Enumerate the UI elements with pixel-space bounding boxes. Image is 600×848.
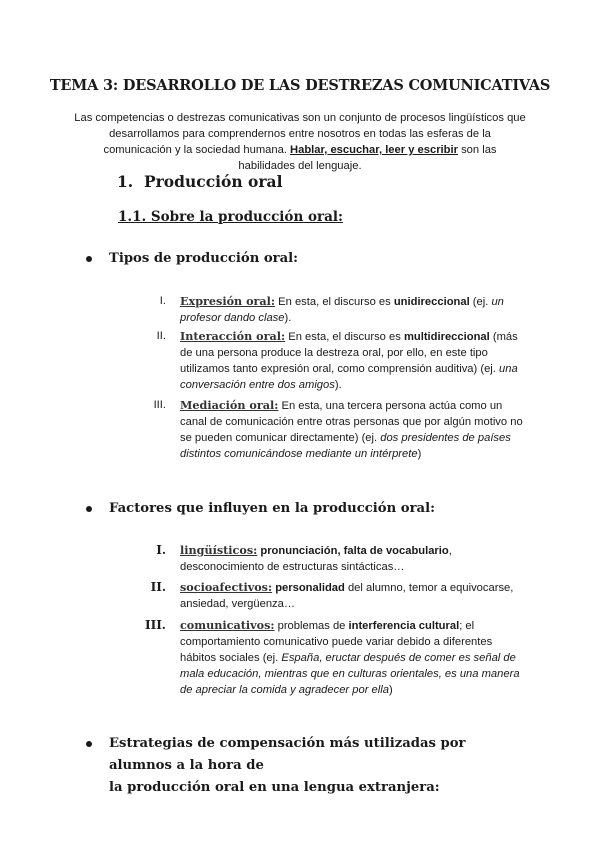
intro-text: Las competencias o destrezas comunicativas son un conjunto de procesos lingüísticos que desarrollamos para comprendernos entre nosotros en todas las esferas de la comunicación y la sociedad humana. (74, 112, 526, 156)
bullet-tipos (109, 248, 298, 270)
bullet-dot-icon (86, 256, 92, 262)
item-bold: multidireccional (403, 331, 490, 343)
item-text: En esta, el discurso es (285, 331, 404, 343)
list-item (150, 579, 525, 612)
item-text: (ej. (469, 296, 492, 308)
item-term: Interacción oral: (180, 329, 286, 343)
item-bold: unidireccional (393, 296, 470, 308)
intro-paragraph (74, 110, 526, 174)
item-term: Expresión oral: (180, 294, 276, 308)
item-text: problemas de (274, 620, 349, 632)
item-bold: personalidad (272, 582, 345, 594)
subsection-heading: 1.1. Sobre la producción oral: (118, 209, 343, 225)
item-term: socioafectivos: (180, 580, 273, 594)
list-item (144, 617, 525, 698)
item-text: , desconocimiento de estructuras sintácticas… (180, 545, 452, 573)
item-example: un profesor dando clase (180, 296, 504, 324)
list-number: III. (153, 399, 166, 411)
bullet-label: Tipos de producción oral: (109, 251, 299, 266)
item-term: comunicativos: (180, 618, 275, 632)
list-item (156, 542, 525, 575)
intro-text-end: son las habilidades del lenguaje. (238, 144, 497, 172)
item-example: una conversación entre dos amigos (180, 363, 518, 391)
bullet-dot-icon (86, 741, 92, 747)
item-text: ). (284, 312, 292, 324)
item-text: ). (334, 379, 342, 391)
list-number: I. (156, 543, 166, 557)
document-title: TEMA 3: DESARROLLO DE LAS DESTREZAS COMUNICATIVAS (49, 77, 551, 94)
list-number: II. (156, 330, 166, 342)
section-number: 1. (117, 172, 134, 191)
list-item (156, 328, 525, 393)
section-heading (117, 172, 282, 191)
item-example: España, eructar después de comer es señal de mala educación, mientras que en culturas orientales, es una manera de apreciar la comida y agradecer por ella (180, 652, 520, 696)
section-title: Producción oral (143, 172, 283, 191)
bullet-estrategias (109, 733, 529, 799)
item-text: (más de una persona produce la destreza oral, por ello, en este tipo utilizamos tanto expresión oral, como comprensión auditiva) (ej. (180, 331, 518, 375)
bullet-label-line: la producción oral en una lengua extranjera: (109, 780, 440, 795)
item-example: dos presidentes de países distintos comunicándose mediante un intérprete (180, 432, 511, 460)
bullet-label-line: Estrategias de compensación más utilizadas por alumnos a la hora de (109, 736, 466, 773)
item-text: En esta, una tercera persona actúa como un canal de comunicación entre otras personas que por algún motivo no se pueden comunicar directamente) (ej. (180, 400, 523, 444)
item-bold: pronunciación, falta de vocabulario (257, 545, 449, 557)
list-number: II. (150, 580, 166, 594)
bullet-factores (109, 498, 435, 520)
item-text: ) (417, 448, 422, 460)
intro-emphasis: Hablar, escuchar, leer y escribir (290, 144, 458, 156)
item-term: lingüísticos: (180, 543, 258, 557)
list-item (159, 293, 525, 326)
item-text: del alumno, temor a equivocarse, ansiedad, vergüenza… (180, 582, 514, 610)
item-bold: interferencia cultural (348, 620, 460, 632)
item-term: Mediación oral: (180, 398, 279, 412)
list-number: III. (144, 618, 166, 632)
item-text: En esta, el discurso es (275, 296, 394, 308)
list-number: I. (159, 295, 166, 307)
bullet-dot-icon (86, 506, 92, 512)
item-text: ; el comportamiento comunicativo puede variar debido a diferentes hábitos sociales (ej. (180, 620, 493, 664)
item-text: ) (388, 684, 393, 696)
list-item (153, 397, 525, 462)
bullet-label: Factores que influyen en la producción oral: (109, 501, 435, 516)
